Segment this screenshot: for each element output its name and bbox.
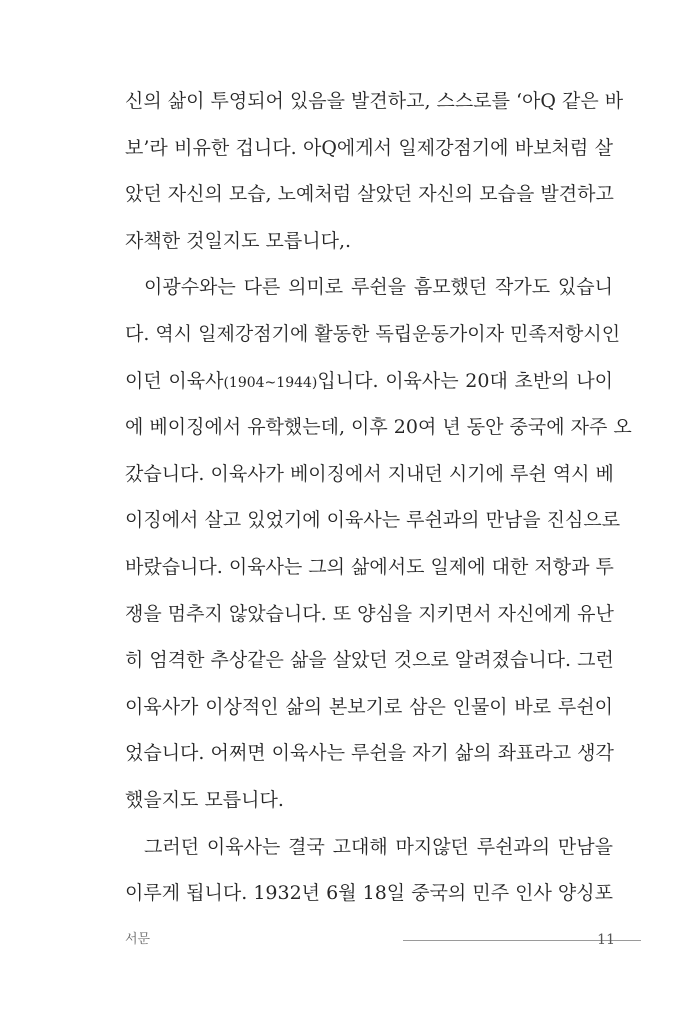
page-footer (125, 928, 613, 952)
text-line: 히 엄격한 추상같은 삶을 살았던 것으로 알려졌습니다. 그런 (125, 649, 614, 672)
text-line: 이육사가 이상적인 삶의 본보기로 삼은 인물이 바로 루쉰이 (125, 695, 613, 718)
text-line: 그러던 이육사는 결국 고대해 마지않던 루쉰과의 만남을 (144, 835, 613, 858)
text-line: 보’라 비유한 겁니다. 아Q에게서 일제강점기에 바보처럼 살 (125, 136, 613, 159)
text-line: 다. 역시 일제강점기에 활동한 독립운동가이자 민족저항시인 (125, 322, 621, 345)
text-line: 이루게 됩니다. 1932년 6월 18일 중국의 민주 인사 양싱포 (125, 882, 613, 905)
text-segment: 입니다. 이육사는 20대 초반의 나이 (317, 369, 613, 392)
text-line: 바랐습니다. 이육사는 그의 삶에서도 일제에 대한 저항과 투 (125, 555, 614, 578)
text-line: 신의 삶이 투영되어 있음을 발견하고, 스스로를 ‘아Q 같은 바 (125, 90, 624, 112)
text-line: 자책한 것일지도 모릅니다,. (125, 229, 352, 252)
text-line: 에 베이징에서 유학했는데, 이후 20여 년 동안 중국에 자주 오 (125, 416, 632, 439)
text-segment: 이던 이육사 (125, 369, 224, 392)
life-dates: (1904~1944) (223, 374, 318, 391)
text-line (125, 358, 613, 405)
text-line: 었습니다. 어쩌면 이육사는 루쉰을 자기 삶의 좌표라고 생각 (125, 742, 614, 765)
text-line: 이징에서 살고 있었기에 이육사는 루쉰과의 만남을 진심으로 (125, 509, 621, 532)
page-body (125, 78, 632, 917)
page-number: 11 (597, 932, 615, 948)
section-title: 서문 (125, 932, 151, 947)
text-line: 쟁을 멈추지 않았습니다. 또 양심을 지키면서 자신에게 유난 (125, 602, 614, 625)
text-line: 했을지도 모릅니다. (125, 788, 284, 811)
text-line: 갔습니다. 이육사가 베이징에서 지내던 시기에 루쉰 역시 베 (125, 462, 614, 485)
text-line: 이광수와는 다른 의미로 루쉰을 흠모했던 작가도 있습니 (144, 276, 613, 299)
text-line: 았던 자신의 모습, 노예처럼 살았던 자신의 모습을 발견하고 (125, 183, 614, 206)
